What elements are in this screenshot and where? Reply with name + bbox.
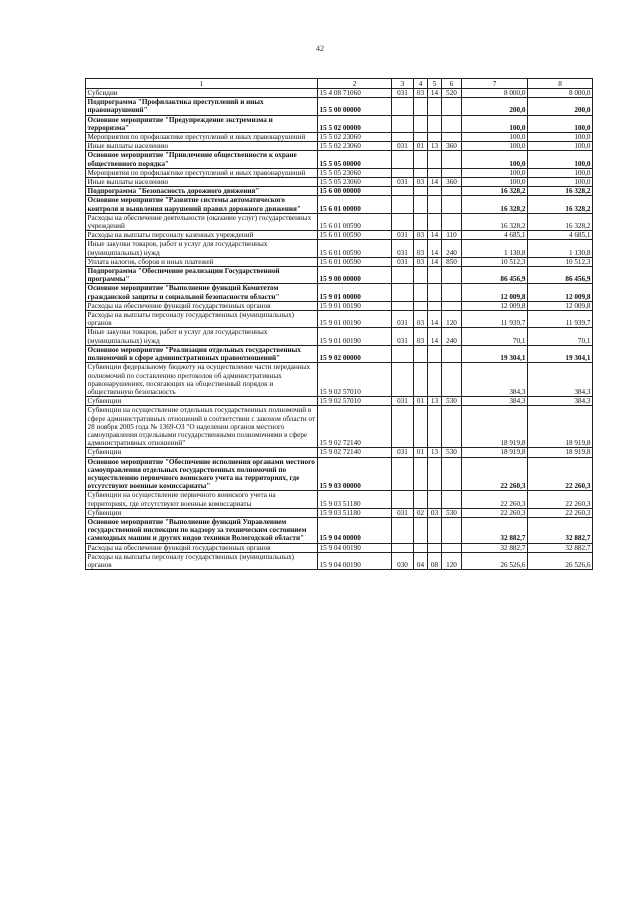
ministry-code: 031 [392, 328, 414, 345]
section-code: 03 [414, 328, 428, 345]
column-header: 1 [86, 79, 318, 89]
table-row [86, 448, 593, 457]
table-row [86, 543, 593, 552]
amount-col8: 384,3 [528, 363, 593, 397]
expense-type-code: 240 [442, 328, 462, 345]
amount-col8: 16 328,2 [528, 196, 593, 213]
column-header: 4 [414, 79, 428, 89]
ministry-code: 031 [392, 89, 414, 98]
target-code: 15 9 01 00190 [318, 328, 392, 345]
ministry-code: 031 [392, 240, 414, 257]
subsection-code: 14 [428, 240, 442, 257]
ministry-code [392, 98, 414, 115]
amount-col8: 1 130,8 [528, 240, 593, 257]
row-name: Субсидии [86, 89, 318, 98]
amount-col7: 384,3 [462, 397, 528, 406]
target-code: 15 5 02 00000 [318, 115, 392, 132]
expense-type-code: 120 [442, 552, 462, 569]
ministry-code [392, 267, 414, 284]
expense-type-code: 530 [442, 508, 462, 517]
expense-type-code: 530 [442, 448, 462, 457]
row-name: Субвенции на осуществление отдельных государственных полномочий в сфере административных отношений в соответствии с законом области от 28 ноября 2005 года № 1369-ОЗ "О наделении органов местного самоуправления отдельными государственными полномочиями в сфере административных отношений" [86, 406, 318, 448]
section-code: 03 [414, 240, 428, 257]
table-row [86, 133, 593, 142]
expense-type-code [442, 168, 462, 177]
column-header: 8 [528, 79, 593, 89]
row-name: Основное мероприятие "Развитие системы автоматического контроля и выявления нарушений правил дорожного движения" [86, 196, 318, 213]
row-name: Подпрограмма "Обеспечение реализации Государственной программы" [86, 267, 318, 284]
ministry-code: 031 [392, 142, 414, 151]
target-code: 15 9 04 00190 [318, 543, 392, 552]
amount-col7: 8 000,0 [462, 89, 528, 98]
ministry-code [392, 363, 414, 397]
expense-type-code [442, 363, 462, 397]
row-name: Основное мероприятие "Реализация отдельных государственных полномочий в сфере административных правоотношений" [86, 345, 318, 362]
table-row [86, 115, 593, 132]
target-code: 15 6 01 00590 [318, 231, 392, 240]
amount-col7: 16 328,2 [462, 213, 528, 230]
table-row [86, 98, 593, 115]
expense-type-code [442, 457, 462, 491]
row-name: Подпрограмма "Безопасность дорожного движения" [86, 187, 318, 196]
section-code: 03 [414, 178, 428, 187]
amount-col7: 200,0 [462, 98, 528, 115]
row-name: Субвенции [86, 448, 318, 457]
expense-type-code [442, 196, 462, 213]
expense-type-code [442, 491, 462, 508]
section-code [414, 284, 428, 301]
target-code: 15 5 05 23060 [318, 168, 392, 177]
amount-col7: 100,0 [462, 115, 528, 132]
amount-col8: 18 919,8 [528, 448, 593, 457]
amount-col8: 200,0 [528, 98, 593, 115]
subsection-code: 14 [428, 231, 442, 240]
target-code: 15 9 03 51180 [318, 491, 392, 508]
target-code: 15 9 01 00190 [318, 301, 392, 310]
table-row [86, 363, 593, 397]
ministry-code: 031 [392, 508, 414, 517]
amount-col7: 19 304,1 [462, 345, 528, 362]
subsection-code: 14 [428, 89, 442, 98]
amount-col8: 86 456,9 [528, 267, 593, 284]
table-row [86, 457, 593, 491]
expense-type-code [442, 133, 462, 142]
table-row [86, 213, 593, 230]
section-code [414, 517, 428, 543]
subsection-code [428, 491, 442, 508]
row-name: Субвенции на осуществление первичного воинского учета на территориях, где отсутствуют военные комиссариаты [86, 491, 318, 508]
section-code [414, 406, 428, 448]
subsection-code: 13 [428, 142, 442, 151]
subsection-code [428, 301, 442, 310]
subsection-code [428, 133, 442, 142]
table-row [86, 151, 593, 168]
row-name: Иные закупки товаров, работ и услуг для государственных (муниципальных) нужд [86, 328, 318, 345]
amount-col8: 100,0 [528, 178, 593, 187]
amount-col8: 100,0 [528, 168, 593, 177]
ministry-code [392, 187, 414, 196]
ministry-code [392, 345, 414, 362]
column-header: 2 [318, 79, 392, 89]
expense-type-code: 850 [442, 257, 462, 266]
subsection-code [428, 115, 442, 132]
ministry-code [392, 133, 414, 142]
expense-type-code [442, 151, 462, 168]
amount-col7: 384,3 [462, 363, 528, 397]
row-name: Основное мероприятие "Привлечение общественности к охране общественного порядка" [86, 151, 318, 168]
row-name: Основное мероприятие "Предупреждение экстремизма и терроризма" [86, 115, 318, 132]
table-row [86, 328, 593, 345]
target-code: 15 5 02 23060 [318, 142, 392, 151]
subsection-code [428, 168, 442, 177]
table-body [86, 89, 593, 570]
section-code: 03 [414, 231, 428, 240]
expense-type-code: 240 [442, 240, 462, 257]
subsection-code [428, 284, 442, 301]
row-name: Мероприятия по профилактике преступлений и иных правонарушений [86, 168, 318, 177]
row-name: Субвенции федеральному бюджету на осуществление части переданных полномочий по составлению протоколов об административных правонарушениях, посягающих на общественный порядок и общественную безопасность [86, 363, 318, 397]
table-row [86, 178, 593, 187]
section-code: 03 [414, 257, 428, 266]
amount-col7: 12 009,8 [462, 284, 528, 301]
expense-type-code [442, 267, 462, 284]
amount-col7: 22 260,3 [462, 491, 528, 508]
row-name: Расходы на выплаты персоналу казенных учреждений [86, 231, 318, 240]
section-code [414, 98, 428, 115]
expense-type-code [442, 543, 462, 552]
ministry-code [392, 151, 414, 168]
target-code: 15 9 03 51180 [318, 508, 392, 517]
row-name: Расходы на обеспечение деятельности (оказание услуг) государственных учреждений [86, 213, 318, 230]
section-code: 01 [414, 448, 428, 457]
table-row [86, 231, 593, 240]
section-code [414, 213, 428, 230]
section-code [414, 457, 428, 491]
column-header: 3 [392, 79, 414, 89]
subsection-code [428, 406, 442, 448]
amount-col8: 100,0 [528, 142, 593, 151]
table-row [86, 301, 593, 310]
table-row [86, 406, 593, 448]
row-name: Иные закупки товаров, работ и услуг для государственных (муниципальных) нужд [86, 240, 318, 257]
target-code: 15 6 01 00590 [318, 240, 392, 257]
amount-col7: 18 919,8 [462, 448, 528, 457]
amount-col7: 100,0 [462, 151, 528, 168]
amount-col8: 100,0 [528, 115, 593, 132]
section-code: 03 [414, 311, 428, 328]
ministry-code [392, 457, 414, 491]
amount-col7: 100,0 [462, 142, 528, 151]
expense-type-code: 530 [442, 397, 462, 406]
expense-type-code [442, 284, 462, 301]
expense-type-code [442, 406, 462, 448]
row-name: Мероприятия по профилактике преступлений и иных правонарушений [86, 133, 318, 142]
amount-col7: 22 260,3 [462, 508, 528, 517]
table-row [86, 397, 593, 406]
amount-col8: 16 328,2 [528, 187, 593, 196]
expense-type-code [442, 98, 462, 115]
amount-col7: 12 009,8 [462, 301, 528, 310]
page-number: 42 [316, 44, 324, 53]
target-code: 15 9 01 00190 [318, 311, 392, 328]
ministry-code [392, 168, 414, 177]
section-code [414, 345, 428, 362]
target-code: 15 9 02 72140 [318, 448, 392, 457]
target-code: 15 9 02 00000 [318, 345, 392, 362]
column-header-row [86, 79, 593, 89]
target-code: 15 9 02 72140 [318, 406, 392, 448]
target-code: 15 9 02 57010 [318, 397, 392, 406]
section-code [414, 115, 428, 132]
amount-col7: 11 939,7 [462, 311, 528, 328]
amount-col8: 19 304,1 [528, 345, 593, 362]
ministry-code [392, 196, 414, 213]
amount-col7: 26 526,6 [462, 552, 528, 569]
expense-type-code [442, 213, 462, 230]
subsection-code [428, 151, 442, 168]
row-name: Субвенции [86, 508, 318, 517]
section-code: 03 [414, 89, 428, 98]
amount-col8: 4 685,1 [528, 231, 593, 240]
target-code: 15 5 05 23060 [318, 178, 392, 187]
ministry-code [392, 284, 414, 301]
subsection-code: 13 [428, 397, 442, 406]
ministry-code [392, 301, 414, 310]
row-name: Уплата налогов, сборов и иных платежей [86, 257, 318, 266]
column-header: 7 [462, 79, 528, 89]
column-header: 6 [442, 79, 462, 89]
expense-type-code [442, 517, 462, 543]
amount-col8: 12 009,8 [528, 284, 593, 301]
table-row [86, 284, 593, 301]
expense-type-code: 120 [442, 311, 462, 328]
table-row [86, 142, 593, 151]
row-name: Расходы на выплаты персоналу государственных (муниципальных) органов [86, 311, 318, 328]
subsection-code: 14 [428, 328, 442, 345]
target-code: 15 6 01 00590 [318, 257, 392, 266]
subsection-code [428, 363, 442, 397]
target-code: 15 6 00 00000 [318, 187, 392, 196]
expense-type-code: 110 [442, 231, 462, 240]
amount-col8: 22 260,3 [528, 491, 593, 508]
row-name: Подпрограмма "Профилактика преступлений и иных правонарушений" [86, 98, 318, 115]
ministry-code [392, 543, 414, 552]
ministry-code: 031 [392, 397, 414, 406]
target-code: 15 6 01 00590 [318, 213, 392, 230]
table-row [86, 187, 593, 196]
target-code: 15 9 04 00000 [318, 517, 392, 543]
ministry-code: 031 [392, 311, 414, 328]
table-row [86, 552, 593, 569]
ministry-code [392, 115, 414, 132]
amount-col7: 100,0 [462, 178, 528, 187]
row-name: Расходы на обеспечение функций государственных органов [86, 543, 318, 552]
row-name: Субвенции [86, 397, 318, 406]
ministry-code: 030 [392, 552, 414, 569]
amount-col8: 22 260,3 [528, 508, 593, 517]
table-row [86, 345, 593, 362]
amount-col7: 22 260,3 [462, 457, 528, 491]
amount-col8: 32 882,7 [528, 517, 593, 543]
subsection-code [428, 457, 442, 491]
section-code [414, 168, 428, 177]
section-code [414, 196, 428, 213]
section-code: 01 [414, 142, 428, 151]
ministry-code: 031 [392, 178, 414, 187]
section-code: 02 [414, 508, 428, 517]
table-row [86, 517, 593, 543]
subsection-code: 13 [428, 448, 442, 457]
table-row [86, 168, 593, 177]
target-code: 15 4 08 71060 [318, 89, 392, 98]
row-name: Расходы на выплаты персоналу государственных (муниципальных) органов [86, 552, 318, 569]
row-name: Расходы на обеспечение функций государственных органов [86, 301, 318, 310]
amount-col7: 10 512,3 [462, 257, 528, 266]
target-code: 15 9 04 00190 [318, 552, 392, 569]
expense-type-code [442, 301, 462, 310]
table-row [86, 257, 593, 266]
amount-col7: 86 456,9 [462, 267, 528, 284]
row-name: Основное мероприятие "Выполнение функций Управлением государственной инспекции по надзору за техническим состоянием самоходных машин и других видов техники Вологодской области" [86, 517, 318, 543]
subsection-code: 14 [428, 311, 442, 328]
subsection-code [428, 543, 442, 552]
amount-col8: 100,0 [528, 151, 593, 168]
ministry-code [392, 213, 414, 230]
expense-type-code: 360 [442, 142, 462, 151]
subsection-code [428, 196, 442, 213]
section-code [414, 491, 428, 508]
subsection-code [428, 267, 442, 284]
amount-col8: 12 009,8 [528, 301, 593, 310]
section-code: 04 [414, 552, 428, 569]
target-code: 15 9 03 00000 [318, 457, 392, 491]
target-code: 15 9 00 00000 [318, 267, 392, 284]
ministry-code: 031 [392, 448, 414, 457]
table-row [86, 267, 593, 284]
subsection-code: 08 [428, 552, 442, 569]
section-code [414, 363, 428, 397]
section-code [414, 187, 428, 196]
amount-col8: 32 882,7 [528, 543, 593, 552]
subsection-code: 14 [428, 257, 442, 266]
amount-col8: 18 919,8 [528, 406, 593, 448]
subsection-code: 03 [428, 508, 442, 517]
ministry-code [392, 517, 414, 543]
section-code: 01 [414, 397, 428, 406]
amount-col8: 10 512,3 [528, 257, 593, 266]
target-code: 15 5 02 23060 [318, 133, 392, 142]
column-header: 5 [428, 79, 442, 89]
expense-type-code [442, 115, 462, 132]
section-code [414, 301, 428, 310]
subsection-code: 14 [428, 178, 442, 187]
subsection-code [428, 213, 442, 230]
table-row [86, 89, 593, 98]
row-name: Основное мероприятие "Выполнение функций Комитетом гражданской защиты и социальной безопасности области" [86, 284, 318, 301]
amount-col8: 384,3 [528, 397, 593, 406]
section-code [414, 543, 428, 552]
ministry-code: 031 [392, 257, 414, 266]
table-row [86, 311, 593, 328]
expense-type-code [442, 345, 462, 362]
amount-col7: 100,0 [462, 133, 528, 142]
table-row [86, 508, 593, 517]
ministry-code: 031 [392, 231, 414, 240]
expense-type-code: 360 [442, 178, 462, 187]
section-code [414, 133, 428, 142]
target-code: 15 9 02 57010 [318, 363, 392, 397]
amount-col8: 11 939,7 [528, 311, 593, 328]
table-row [86, 196, 593, 213]
table-row [86, 240, 593, 257]
budget-table [85, 78, 593, 570]
amount-col7: 32 882,7 [462, 543, 528, 552]
subsection-code [428, 345, 442, 362]
row-name: Иные выплаты населению [86, 142, 318, 151]
amount-col7: 16 328,2 [462, 196, 528, 213]
amount-col8: 100,0 [528, 133, 593, 142]
amount-col8: 22 260,3 [528, 457, 593, 491]
table-row [86, 491, 593, 508]
target-code: 15 5 05 00000 [318, 151, 392, 168]
expense-type-code [442, 187, 462, 196]
amount-col8: 70,1 [528, 328, 593, 345]
amount-col7: 18 919,8 [462, 406, 528, 448]
subsection-code [428, 517, 442, 543]
target-code: 15 6 01 00000 [318, 196, 392, 213]
amount-col8: 16 328,2 [528, 213, 593, 230]
row-name: Иные выплаты населению [86, 178, 318, 187]
expense-type-code: 520 [442, 89, 462, 98]
target-code: 15 5 00 00000 [318, 98, 392, 115]
subsection-code [428, 98, 442, 115]
ministry-code [392, 491, 414, 508]
section-code [414, 267, 428, 284]
section-code [414, 151, 428, 168]
amount-col7: 16 328,2 [462, 187, 528, 196]
amount-col7: 70,1 [462, 328, 528, 345]
amount-col8: 26 526,6 [528, 552, 593, 569]
ministry-code [392, 406, 414, 448]
amount-col7: 32 882,7 [462, 517, 528, 543]
amount-col7: 4 685,1 [462, 231, 528, 240]
amount-col7: 100,0 [462, 168, 528, 177]
amount-col7: 1 130,8 [462, 240, 528, 257]
row-name: Основное мероприятие "Обеспечение исполнения органами местного самоуправления отдельных государственных полномочий по осуществлению первичного воинского учета на территориях, где отсутствуют военные комиссариаты" [86, 457, 318, 491]
amount-col8: 8 000,0 [528, 89, 593, 98]
target-code: 15 9 01 00000 [318, 284, 392, 301]
subsection-code [428, 187, 442, 196]
